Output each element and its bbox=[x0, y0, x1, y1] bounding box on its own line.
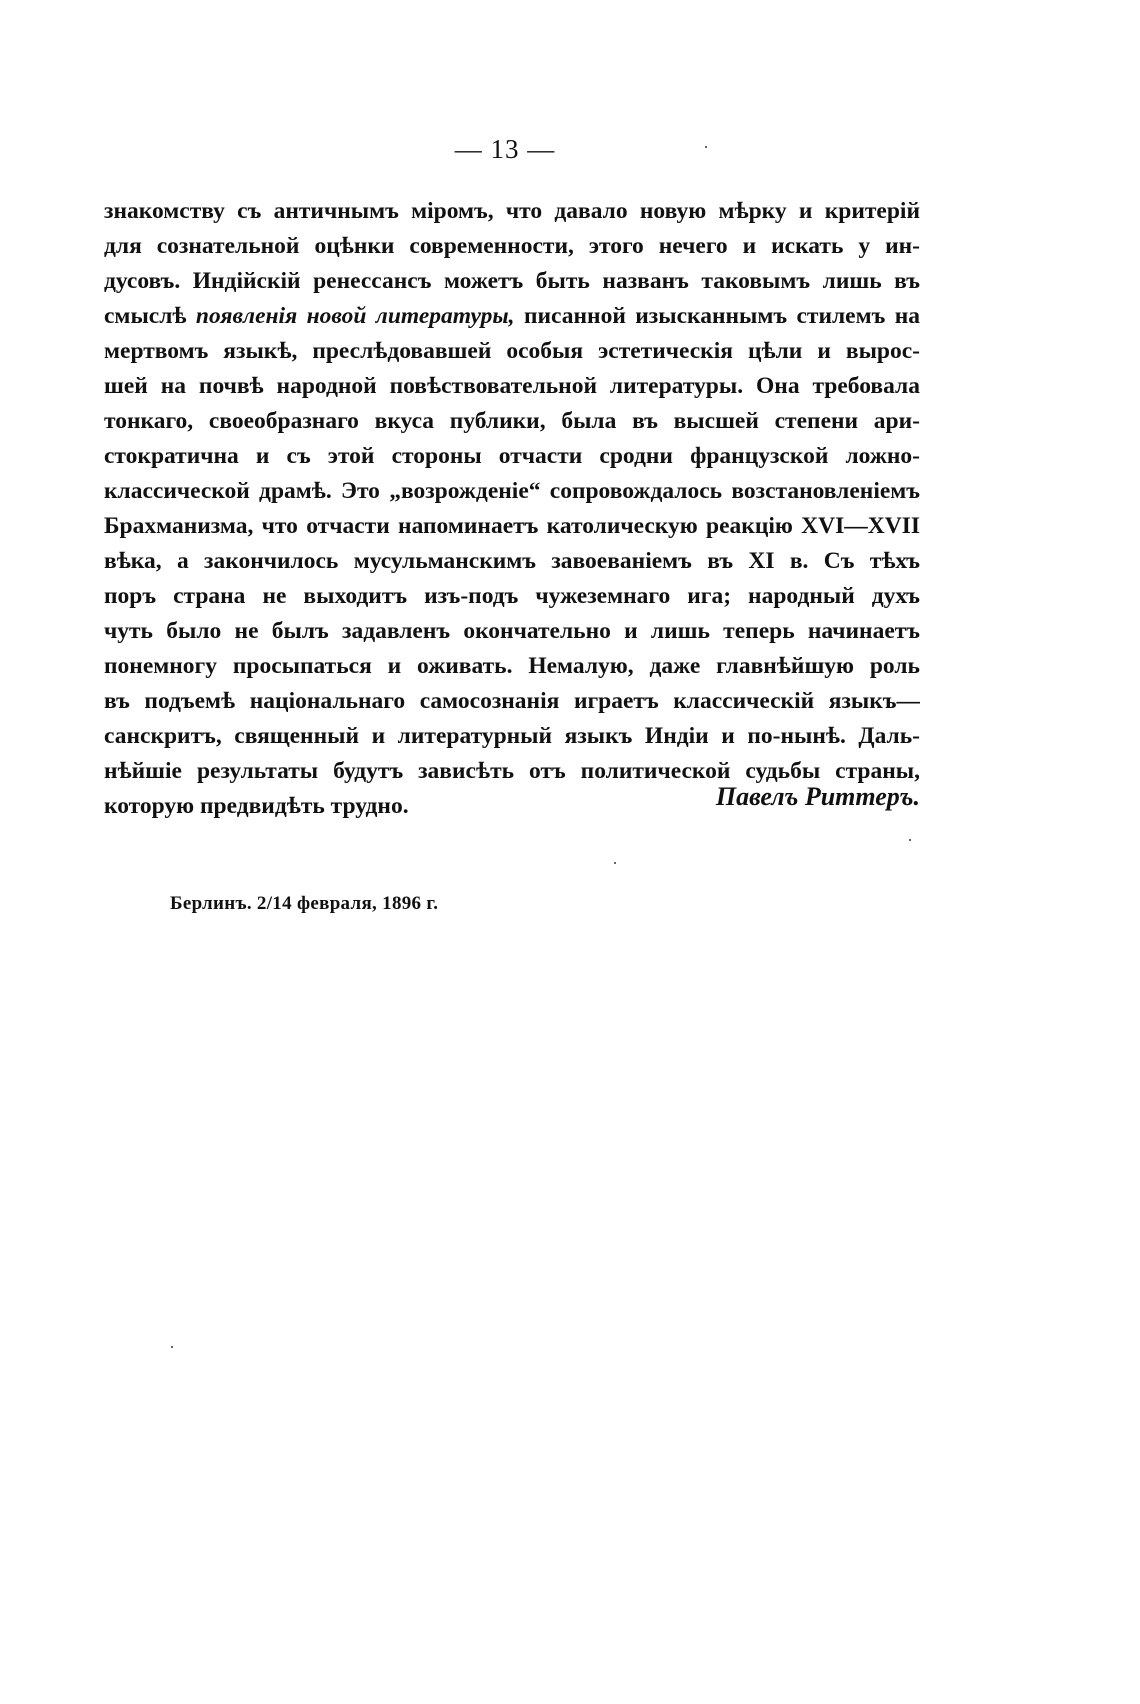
paragraph-line: которую предвидѣть трудно. bbox=[104, 793, 409, 819]
paragraph-line: санскритъ, священный и литературный языкъ Индіи и по-нынѣ. Даль- bbox=[104, 723, 920, 749]
print-speck bbox=[171, 1346, 173, 1348]
page-number: — 13 — bbox=[454, 134, 556, 164]
paragraph-line: въ подъемѣ національнаго самосознанія играетъ классическій языкъ— bbox=[104, 688, 920, 714]
paragraph-line: смыслѣ появленія новой литературы, писанной изысканнымъ стилемъ на bbox=[104, 303, 920, 329]
paragraph bbox=[104, 194, 920, 824]
paragraph-line: чуть было не былъ задавленъ окончательно и лишь теперь начинаетъ bbox=[104, 618, 920, 644]
paragraph-line: для сознательной оцѣнки современности, этого нечего и искать у ин- bbox=[104, 233, 920, 259]
paragraph-line: мертвомъ языкѣ, преслѣдовавшей особыя эстетическія цѣли и вырос- bbox=[104, 338, 920, 364]
paragraph-line: понемногу просыпаться и оживать. Немалую, даже главнѣйшую роль bbox=[104, 653, 920, 679]
paragraph-line: тонкаго, своеобразнаго вкуса публики, была въ высшей степени ари- bbox=[104, 408, 920, 434]
emphasis-text: появленія новой литературы, bbox=[195, 303, 515, 329]
print-speck bbox=[705, 146, 707, 148]
print-speck bbox=[614, 862, 616, 864]
paragraph-line: Брахманизма, что отчасти напоминаетъ католическую реакцію XVI—XVII bbox=[104, 513, 920, 539]
paragraph-line: шей на почвѣ народной повѣствовательной литературы. Она требовала bbox=[104, 373, 920, 399]
paragraph-line: вѣка, а закончилось мусульманскимъ завоеваніемъ въ XI в. Съ тѣхъ bbox=[104, 548, 920, 574]
paragraph-line: классической драмѣ. Это „возрожденіе“ сопровождалось возстановленіемъ bbox=[104, 478, 920, 504]
paragraph-line: знакомству съ античнымъ міромъ, что давало новую мѣрку и критерій bbox=[104, 198, 920, 224]
paragraph-line: стократична и съ этой стороны отчасти сродни французской ложно- bbox=[104, 443, 920, 469]
paragraph-line: нѣйшіе результаты будутъ зависѣть отъ политической судьбы страны, bbox=[104, 758, 920, 784]
paragraph-line: дусовъ. Индійскій ренессансъ можетъ быть названъ таковымъ лишь въ bbox=[104, 268, 920, 294]
print-speck bbox=[909, 839, 911, 841]
place-date: Берлинъ. 2/14 февраля, 1896 г. bbox=[170, 893, 439, 914]
author-signature: Павелъ Риттеръ. bbox=[715, 782, 920, 811]
paragraph-line: поръ страна не выходитъ изъ-подъ чужеземнаго ига; народный духъ bbox=[104, 583, 920, 609]
